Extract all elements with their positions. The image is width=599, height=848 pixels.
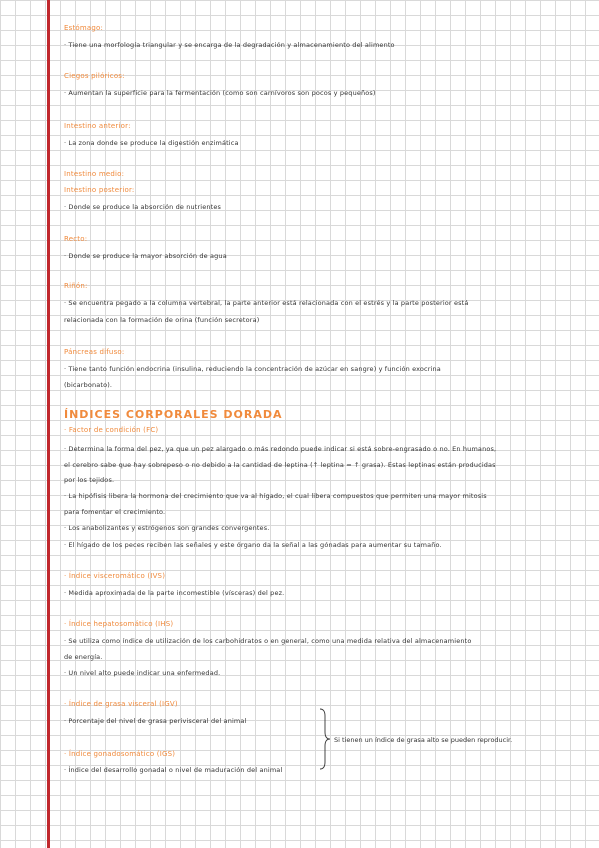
section-line: · Tiene tanto función endocrina (insulina, reduciendo la concentración de azúcar en sangre) y función exocrina xyxy=(64,365,441,373)
index-line: de energía. xyxy=(64,653,103,661)
section-heading: Riñón: xyxy=(64,282,88,290)
section-heading: Recto: xyxy=(64,235,88,243)
index-line: · El hígado de los peces reciben las señales y este órgano da la señal a las gónadas para aumentar su tamaño. xyxy=(64,541,442,549)
index-line: por los tejidos. xyxy=(64,476,115,484)
section-line: · Donde se produce la absorción de nutrientes xyxy=(64,203,222,211)
section-line: · Aumentan la superficie para la fermentación (como son carnívoros son pocos y pequeños) xyxy=(64,89,376,97)
section-heading: Páncreas difuso: xyxy=(64,348,125,356)
index-heading: · Índice hepatosomático (IHS) xyxy=(64,620,174,628)
section-heading: Estómago: xyxy=(64,24,104,32)
index-line: el cerebro sabe que hay sobrepeso o no debido a la cantidad de leptina (↑ leptina = ↑ grasa). Estas leptinas están producidas xyxy=(64,461,496,469)
section-line: (bicarbonato). xyxy=(64,381,113,389)
index-line: · La hipófisis libera la hormona del crecimiento que va al hígado, el cual libera compuestos que permiten una mayor mitosis xyxy=(64,492,487,500)
index-line: · Medida aproximada de la parte incomestible (vísceras) del pez. xyxy=(64,589,285,597)
section-line: relacionada con la formación de orina (función secretora) xyxy=(64,316,260,324)
index-line: · Determina la forma del pez, ya que un pez alargado o más redondo puede indicar si está sobre-engrasado o no. En humanos, xyxy=(64,445,497,453)
section-heading: Ciegos pilóricos: xyxy=(64,72,125,80)
index-line: para fomentar el crecimiento. xyxy=(64,508,166,516)
section-heading: Intestino posterior: xyxy=(64,186,135,194)
brace-note: Si tienen un índice de grasa alto se pueden reproducir. xyxy=(334,736,513,744)
index-heading: · Índice gonadosomático (IGS) xyxy=(64,750,176,758)
margin-line xyxy=(47,0,50,848)
index-line: · Los anabolizantes y estrógenos son grandes convergentes. xyxy=(64,524,270,532)
section-line: · Tiene una morfología triangular y se encarga de la degradación y almacenamiento del alimento xyxy=(64,41,395,49)
curly-brace-icon xyxy=(318,708,332,770)
section-line: · Se encuentra pegado a la columna vertebral, la parte anterior está relacionada con el estrés y la parte posterior está xyxy=(64,299,469,307)
index-heading: · Índice de grasa visceral (IGV) xyxy=(64,700,178,708)
index-line: · Porcentaje del nivel de grasa perivisceral del animal xyxy=(64,717,247,725)
index-heading: · Índice visceromático (IVS) xyxy=(64,572,166,580)
section-heading: Intestino medio: xyxy=(64,170,125,178)
index-line: · Índice del desarrollo gonadal o nivel de maduración del animal xyxy=(64,766,283,774)
section-line: · La zona donde se produce la digestión enzimática xyxy=(64,139,239,147)
page-title: ÍNDICES CORPORALES DORADA xyxy=(64,408,283,421)
index-line: · Un nivel alto puede indicar una enfermedad. xyxy=(64,669,221,677)
section-heading: Intestino anterior: xyxy=(64,122,131,130)
section-line: · Donde se produce la mayor absorción de agua xyxy=(64,252,227,260)
index-heading: · Factor de condición (FC) xyxy=(64,426,159,434)
index-line: · Se utiliza como índice de utilización de los carbohidratos o en general, como una medida relativa del almacenamiento xyxy=(64,637,472,645)
